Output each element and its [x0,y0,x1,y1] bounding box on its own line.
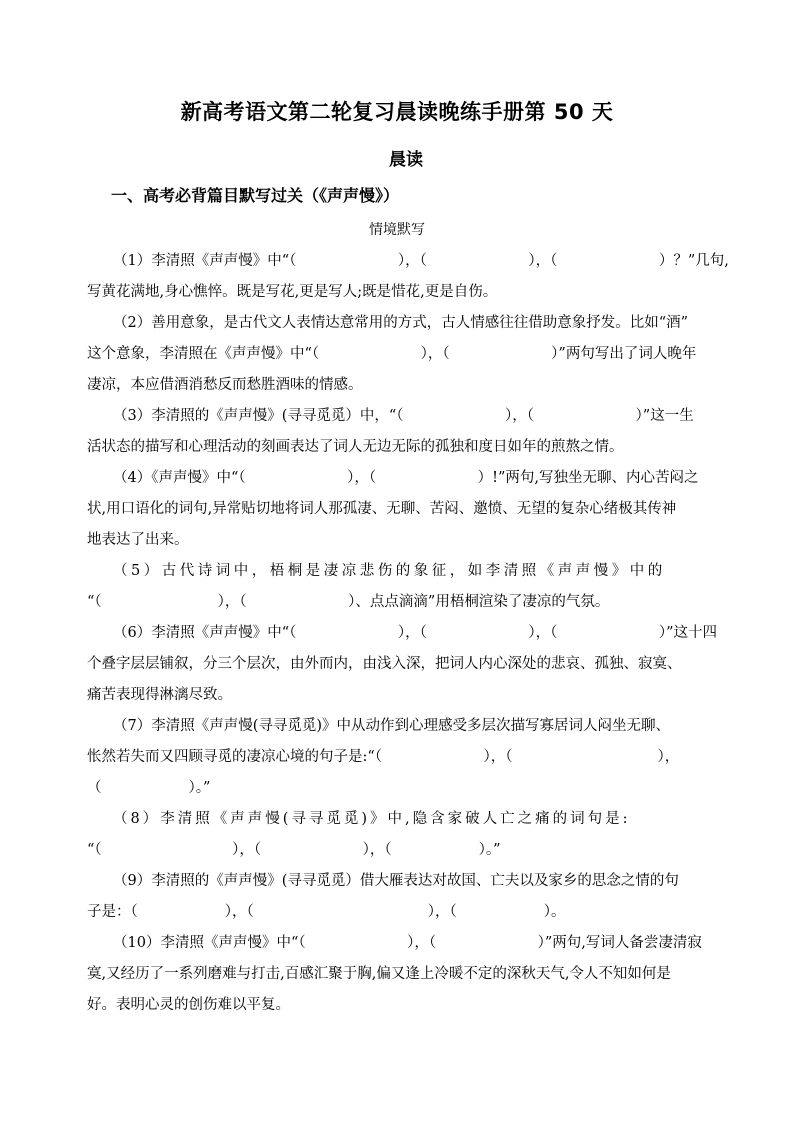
question-line: “（ ），（ ），（ ）。” [87,842,501,858]
question-8 [87,804,733,866]
question-line: （3）李清照的《声声慢》(寻寻觅觅）中，“（ ），（ ）”这一生 [113,408,694,424]
question-7 [87,711,733,804]
question-10 [87,928,733,1021]
question-line: 个叠字层层铺叙，分三个层次，由外而内，由浅入深，把词人内心深处的悲哀、孤独、寂寞、 [87,656,682,672]
question-line: （5）古代诗词中，梧桐是凄凉悲伤的象征，如李清照《声声慢》中的 [113,563,666,579]
question-line: 寞,又经历了一系列磨难与打击,百感汇聚于胸,偏又逢上冷暖不定的深秋天气,令人不知如何是 [87,966,671,982]
page-subtitle: 晨读 [389,150,423,170]
question-line: （6）李清照《声声慢》中“（ ），（ ），（ ）”这十四 [113,625,718,641]
page-title: 新高考语文第二轮复习晨读晚练手册第 50 天 [180,100,614,124]
question-5 [87,556,733,618]
question-line: （4）《声声慢》中“（ ），（ ）!”两句,写独坐无聊、内心苦闷之 [113,470,699,486]
question-1 [87,246,733,308]
question-line: 活状态的描写和心理活动的刻画表达了词人无边无际的孤独和度日如年的煎熬之情。 [87,439,624,455]
question-line: （1）李清照《声声慢》中“（ ），（ ），（ ）？”几句, [113,253,729,269]
question-6 [87,618,733,711]
question-line: （9）李清照的《声声慢》(寻寻觅觅）借大雁表达对故国、亡夫以及家乡的思念之情的句 [113,873,679,889]
question-line: 怅然若失而又四顾寻觅的凄凉心境的句子是:“（ ），（ ）， [87,749,680,765]
question-line: （7）李清照《声声慢(寻寻觅觅)》中从动作到心理感受多层次描写寡居词人闷坐无聊、 [113,718,671,734]
question-3 [87,401,733,463]
question-line: （2）善用意象，是古代文人表情达意常用的方式，古人情感往往借助意象抒发。比如“酒” [113,315,689,331]
question-line: （10）李清照《声声慢》中“（ ），（ ）”两句,写词人备尝凄清寂 [113,935,702,951]
question-line: 凄凉，本应借酒消愁反而愁胜酒味的情感。 [87,377,363,393]
question-line: 好。表明心灵的创伤难以平复。 [87,997,290,1013]
question-line: 子是：（ ），（ ），（ ）。 [87,904,566,920]
question-9 [87,866,733,928]
question-line: “（ ），（ ）、点点滴滴”用梧桐渲染了凄凉的气氛。 [87,594,610,610]
question-line: （8）李清照《声声慢(寻寻觅觅)》中,隐含家破人亡之痛的词句是: [113,811,631,827]
question-2 [87,308,733,401]
section-subheading: 情境默写 [369,222,425,238]
question-4 [87,463,733,556]
question-line: 痛苦表现得淋漓尽致。 [87,687,232,703]
question-line: 状,用口语化的词句,异常贴切地将词人那孤凄、无聊、苦闷、邀愤、无望的复杂心绪极其传神 [87,501,677,517]
question-line: （ ）。” [87,780,211,796]
question-line: 这个意象，李清照在《声声慢》中“（ ），（ ）”两句写出了词人晚年 [87,346,697,362]
question-line: 地表达了出来。 [87,532,189,548]
section-heading: 一、高考必背篇目默写过关（《声声慢》） [111,186,400,205]
question-line: 写黄花满地,身心憔悴。既是写花,更是写人;既是惜花,更是自伤。 [87,284,498,300]
